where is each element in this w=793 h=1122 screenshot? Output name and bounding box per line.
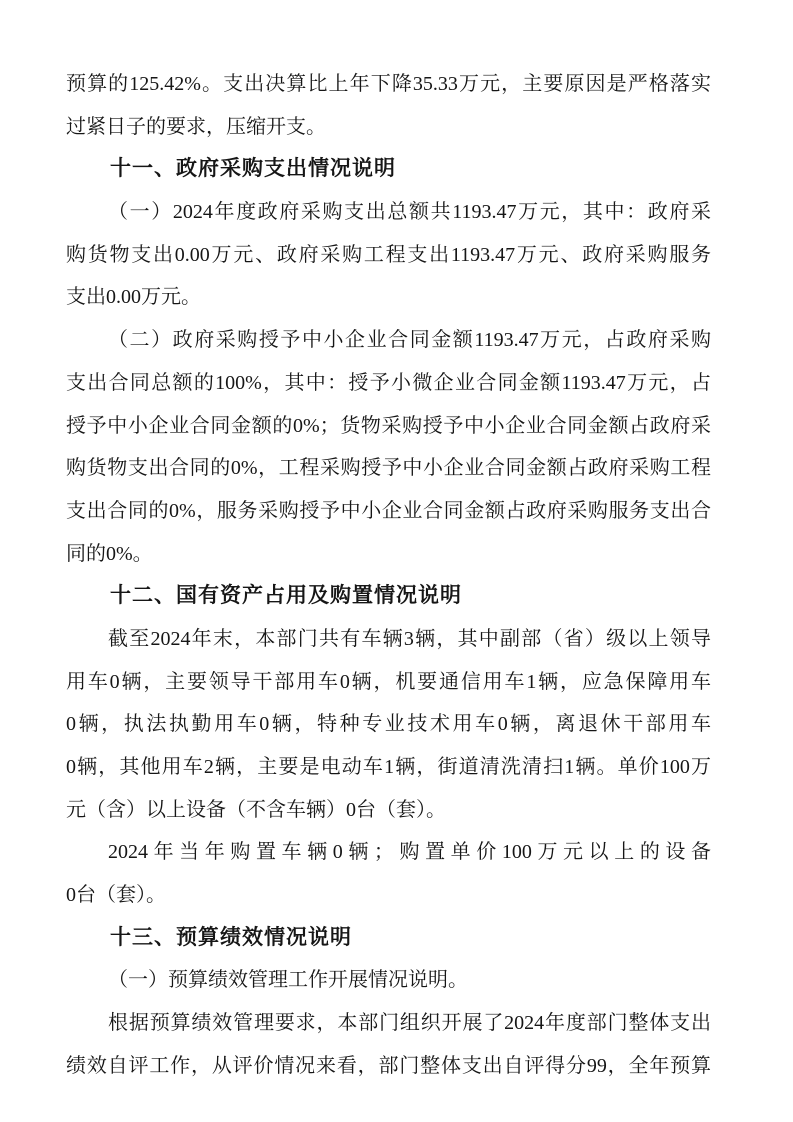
text-line: 0辆，其他用车2辆，主要是电动车1辆，街道清洗清扫1辆。单价100万 [66, 756, 711, 778]
text-line: 用车0辆，主要领导干部用车0辆，机要通信用车1辆，应急保障用车 [66, 670, 711, 693]
text-line: 过紧日子的要求，压缩开支。 [66, 115, 326, 138]
section-heading-13-budget-performance: 十三、预算绩效情况说明 [110, 925, 352, 949]
text-line: 购货物支出合同的0%，工程采购授予中小企业合同金额占政府采购工程 [66, 457, 711, 480]
paragraph-vehicles-assets [66, 618, 711, 831]
paragraph-sme-contracts [66, 319, 711, 575]
paragraph-budget-continuation [66, 63, 711, 148]
text-line: （一）2024年度政府采购支出总额共1193.47万元，其中：政府采 [108, 201, 711, 224]
text-line: 购货物支出0.00万元、政府采购工程支出1193.47万元、政府采购服务 [66, 243, 711, 266]
section-heading-12-state-assets: 十二、国有资产占用及购置情况说明 [110, 584, 462, 608]
text-line: （二）政府采购授予中小企业合同金额1193.47万元，占政府采购 [108, 329, 711, 352]
paragraph-current-year-purchase [66, 831, 711, 916]
text-line: （一）预算绩效管理工作开展情况说明。 [108, 969, 468, 992]
text-line: 授予中小企业合同金额的0%；货物采购授予中小企业合同金额占政府采 [66, 414, 711, 437]
text-line: 绩效自评工作，从评价情况来看，部门整体支出自评得分99，全年预算 [66, 1054, 711, 1077]
text-line: 支出合同的0%，服务采购授予中小企业合同金额占政府采购服务支出合 [66, 499, 711, 522]
text-line: 0辆，执法执勤用车0辆，特种专业技术用车0辆，离退休干部用车 [66, 713, 711, 736]
text-line: 元（含）以上设备（不含车辆）0台（套）。 [66, 798, 446, 821]
text-line: 根据预算绩效管理要求，本部门组织开展了2024年度部门整体支出 [108, 1012, 711, 1035]
paragraph-performance-intro [66, 959, 711, 1002]
section-heading-11-gov-procurement: 十一、政府采购支出情况说明 [110, 157, 396, 181]
paragraph-procurement-total [66, 191, 711, 319]
text-line: 支出0.00万元。 [66, 286, 201, 309]
text-line: 截至2024年末，本部门共有车辆3辆，其中副部（省）级以上领导 [108, 627, 711, 650]
paragraph-performance-selfreview [66, 1002, 711, 1087]
text-line: 2024年当年购置车辆0辆；购置单价100万元以上的设备 [108, 841, 711, 864]
text-line: 0台（套）。 [66, 884, 166, 907]
text-line: 同的0%。 [66, 542, 153, 565]
document-content [66, 63, 711, 1088]
text-line: 支出合同总额的100%，其中：授予小微企业合同金额1193.47万元，占 [66, 371, 711, 394]
text-line: 预算的125.42%。支出决算比上年下降35.33万元，主要原因是严格落实 [66, 73, 711, 95]
